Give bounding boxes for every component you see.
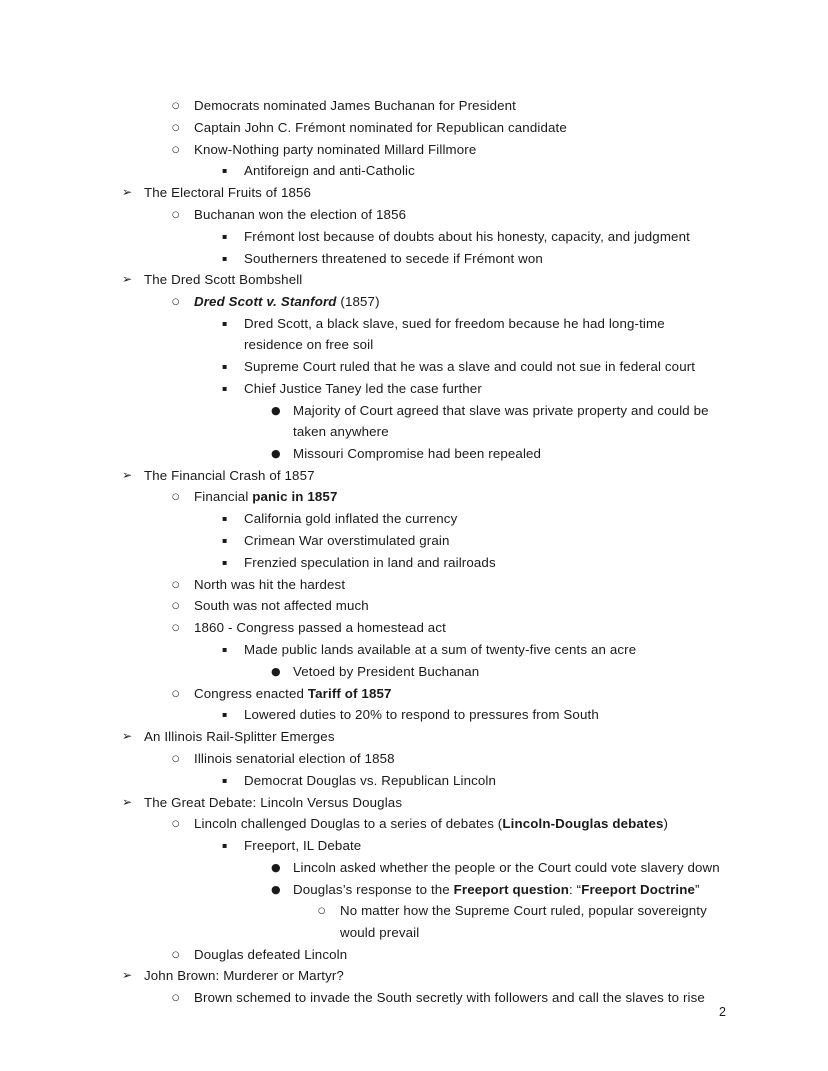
- outline-item-level-2: [172, 95, 732, 116]
- bullet-marker-level-2-icon: ○: [172, 601, 180, 612]
- text-span: panic in 1857: [252, 489, 338, 505]
- outline-item-level-1: [122, 965, 722, 986]
- outline-item-text: [293, 879, 726, 900]
- bullet-marker-level-3-icon: ▪: [222, 644, 228, 654]
- bullet-marker-level-3-icon: ▪: [222, 166, 228, 176]
- outline-item-level-2: [172, 813, 732, 834]
- outline-item-text: Missouri Compromise had been repealed: [293, 445, 542, 461]
- outline-item-text: Frenzied speculation in land and railroads: [244, 554, 496, 570]
- outline-item-level-3: [222, 704, 722, 725]
- outline-item-text: Lincoln asked whether the people or the Court could vote slavery down: [293, 859, 720, 875]
- outline-item-level-1: [122, 269, 722, 290]
- outline-item-text: Douglas defeated Lincoln: [194, 946, 348, 962]
- bullet-marker-level-3-icon: ▪: [222, 514, 228, 524]
- bullet-marker-level-4-icon: ●: [271, 664, 281, 678]
- outline-item-level-3: [222, 552, 722, 573]
- outline-item-text: [194, 813, 732, 834]
- outline-item-level-3: [222, 248, 722, 269]
- bullet-marker-level-4-icon: ●: [271, 403, 281, 417]
- text-span: Douglas’s response to the: [293, 881, 454, 897]
- text-span: Financial: [194, 489, 253, 505]
- outline-item-level-2: [172, 683, 732, 704]
- text-span: Lincoln challenged Douglas to a series of debates (: [194, 816, 503, 832]
- text-span: Congress enacted: [194, 685, 308, 701]
- bullet-marker-level-1-icon: ➢: [122, 467, 133, 482]
- outline-item-text: [194, 486, 732, 507]
- outline-item-level-4: [271, 857, 726, 878]
- bullet-marker-level-1-icon: ➢: [122, 185, 133, 200]
- outline-item-text: The Dred Scott Bombshell: [144, 272, 303, 288]
- outline-item-level-1: [122, 726, 722, 747]
- outline-item-level-2: [172, 486, 732, 507]
- bullet-marker-level-3-icon: ▪: [222, 841, 228, 851]
- outline-item-level-5: [318, 900, 718, 943]
- outline-item-text: Brown schemed to invade the South secretly with followers and call the slaves to rise: [194, 990, 705, 1006]
- outline-item-text: Buchanan won the election of 1856: [194, 206, 407, 222]
- outline-item-level-2: [172, 117, 732, 138]
- outline-item-text: Southerners threatened to secede if Frémont won: [244, 250, 543, 266]
- outline-item-text: Democrats nominated James Buchanan for President: [194, 98, 516, 113]
- outline-item-text: No matter how the Supreme Court ruled, popular sovereignty would prevail: [340, 903, 707, 940]
- text-span: ): [663, 816, 669, 832]
- outline-item-level-3: [222, 378, 722, 399]
- bullet-marker-level-3-icon: ▪: [222, 557, 228, 567]
- bullet-marker-level-3-icon: ▪: [222, 318, 228, 328]
- text-span: : “: [568, 881, 582, 897]
- outline-item-text: The Great Debate: Lincoln Versus Douglas: [144, 794, 403, 810]
- outline-item-level-3: [222, 835, 722, 856]
- bullet-marker-level-2-icon: ○: [172, 297, 180, 308]
- outline-item-text: North was hit the hardest: [194, 576, 346, 592]
- bullet-marker-level-2-icon: ○: [172, 688, 180, 699]
- text-span: (1857): [336, 294, 380, 310]
- outline-item-level-2: [172, 204, 732, 225]
- bullet-marker-level-1-icon: ➢: [122, 968, 133, 983]
- outline-item-level-2: [172, 139, 732, 160]
- bullet-marker-level-2-icon: ○: [172, 492, 180, 503]
- outline-item-text: Lowered duties to 20% to respond to pressures from South: [244, 707, 599, 723]
- outline-item-level-4: [271, 443, 726, 464]
- outline-item-level-4: [271, 661, 726, 682]
- outline-item-level-3: [222, 508, 722, 529]
- outline-item-text: Vetoed by President Buchanan: [293, 663, 480, 679]
- text-span: ”: [695, 881, 700, 897]
- outline-item-text: Dred Scott, a black slave, sued for freedom because he had long-time residence on free soil: [244, 315, 665, 353]
- outline-item-text: Freeport, IL Debate: [244, 838, 362, 854]
- outline-item-level-1: [122, 465, 722, 486]
- outline-item-level-2: [172, 595, 732, 616]
- bullet-marker-level-2-icon: ○: [172, 209, 180, 220]
- outline-item-text: Captain John C. Frémont nominated for Republican candidate: [194, 119, 567, 135]
- outline-item-text: Frémont lost because of doubts about his honesty, capacity, and judgment: [244, 228, 690, 244]
- text-span: Freeport Doctrine: [581, 881, 696, 897]
- outline-item-level-3: [222, 639, 722, 660]
- outline-item-text: Democrat Douglas vs. Republican Lincoln: [244, 772, 497, 788]
- outline-item-level-4: [271, 879, 726, 900]
- outline-list: [0, 95, 828, 1008]
- bullet-marker-level-3-icon: ▪: [222, 362, 228, 372]
- outline-item-level-4: [271, 400, 726, 443]
- outline-item-text: The Electoral Fruits of 1856: [144, 185, 312, 201]
- bullet-marker-level-3-icon: ▪: [222, 710, 228, 720]
- bullet-marker-level-2-icon: ○: [172, 753, 180, 764]
- outline-item-text: 1860 - Congress passed a homestead act: [194, 620, 446, 636]
- outline-item-text: John Brown: Murderer or Martyr?: [144, 968, 344, 984]
- outline-item-level-1: [122, 792, 722, 813]
- bullet-marker-level-2-icon: ○: [172, 623, 180, 634]
- outline-item-text: Illinois senatorial election of 1858: [194, 750, 395, 766]
- bullet-marker-level-3-icon: ▪: [222, 535, 228, 545]
- outline-item-level-2: [172, 574, 732, 595]
- bullet-marker-level-2-icon: ○: [172, 122, 180, 133]
- text-span: Dred Scott v. Stanford: [194, 294, 337, 310]
- text-span: Freeport question: [453, 881, 569, 897]
- outline-item-level-3: [222, 530, 722, 551]
- outline-item-text: Chief Justice Taney led the case further: [244, 380, 482, 396]
- outline-item-level-3: [222, 313, 722, 356]
- bullet-marker-level-1-icon: ➢: [122, 272, 133, 287]
- outline-item-level-3: [222, 160, 722, 181]
- outline-item-text: South was not affected much: [194, 598, 369, 614]
- outline-item-text: The Financial Crash of 1857: [144, 467, 315, 483]
- bullet-marker-level-3-icon: ▪: [222, 383, 228, 393]
- outline-item-text: An Illinois Rail-Splitter Emerges: [144, 729, 335, 745]
- outline-item-text: Supreme Court ruled that he was a slave and could not sue in federal court: [244, 359, 696, 375]
- outline-item-level-2: [172, 291, 732, 312]
- outline-item-text: Crimean War overstimulated grain: [244, 532, 450, 548]
- bullet-marker-level-4-icon: ●: [271, 860, 281, 874]
- outline-item-text: Know-Nothing party nominated Millard Fillmore: [194, 141, 477, 157]
- outline-item-level-3: [222, 356, 722, 377]
- outline-item-text: Made public lands available at a sum of twenty-five cents an acre: [244, 641, 637, 657]
- text-span: Lincoln-Douglas debates: [502, 816, 664, 832]
- outline-item-level-1: [122, 182, 722, 203]
- bullet-marker-level-3-icon: ▪: [222, 231, 228, 241]
- outline-item-level-2: [172, 987, 732, 1008]
- bullet-marker-level-4-icon: ●: [271, 882, 281, 896]
- outline-item-level-3: [222, 770, 722, 791]
- outline-item-text: [194, 291, 732, 312]
- bullet-marker-level-3-icon: ▪: [222, 775, 228, 785]
- outline-item-text: [194, 683, 732, 704]
- bullet-marker-level-2-icon: ○: [172, 101, 180, 111]
- outline-item-text: Antiforeign and anti-Catholic: [244, 163, 415, 179]
- outline-item-level-3: [222, 226, 722, 247]
- outline-item-level-2: [172, 748, 732, 769]
- bullet-marker-level-5-icon: ○: [318, 906, 326, 917]
- outline-item-level-2: [172, 944, 732, 965]
- bullet-marker-level-1-icon: ➢: [122, 729, 133, 744]
- outline-item-text: Majority of Court agreed that slave was private property and could be taken anywhere: [293, 402, 709, 439]
- bullet-marker-level-4-icon: ●: [271, 446, 281, 460]
- bullet-marker-level-1-icon: ➢: [122, 794, 133, 809]
- bullet-marker-level-3-icon: ▪: [222, 253, 228, 263]
- page-number: 2: [719, 1005, 726, 1019]
- text-span: Tariff of 1857: [307, 685, 392, 701]
- bullet-marker-level-2-icon: ○: [172, 144, 180, 155]
- outline-item-text: California gold inflated the currency: [244, 511, 458, 527]
- bullet-marker-level-2-icon: ○: [172, 579, 180, 590]
- bullet-marker-level-2-icon: ○: [172, 993, 180, 1004]
- outline-item-level-2: [172, 617, 732, 638]
- bullet-marker-level-2-icon: ○: [172, 949, 180, 960]
- bullet-marker-level-2-icon: ○: [172, 819, 180, 830]
